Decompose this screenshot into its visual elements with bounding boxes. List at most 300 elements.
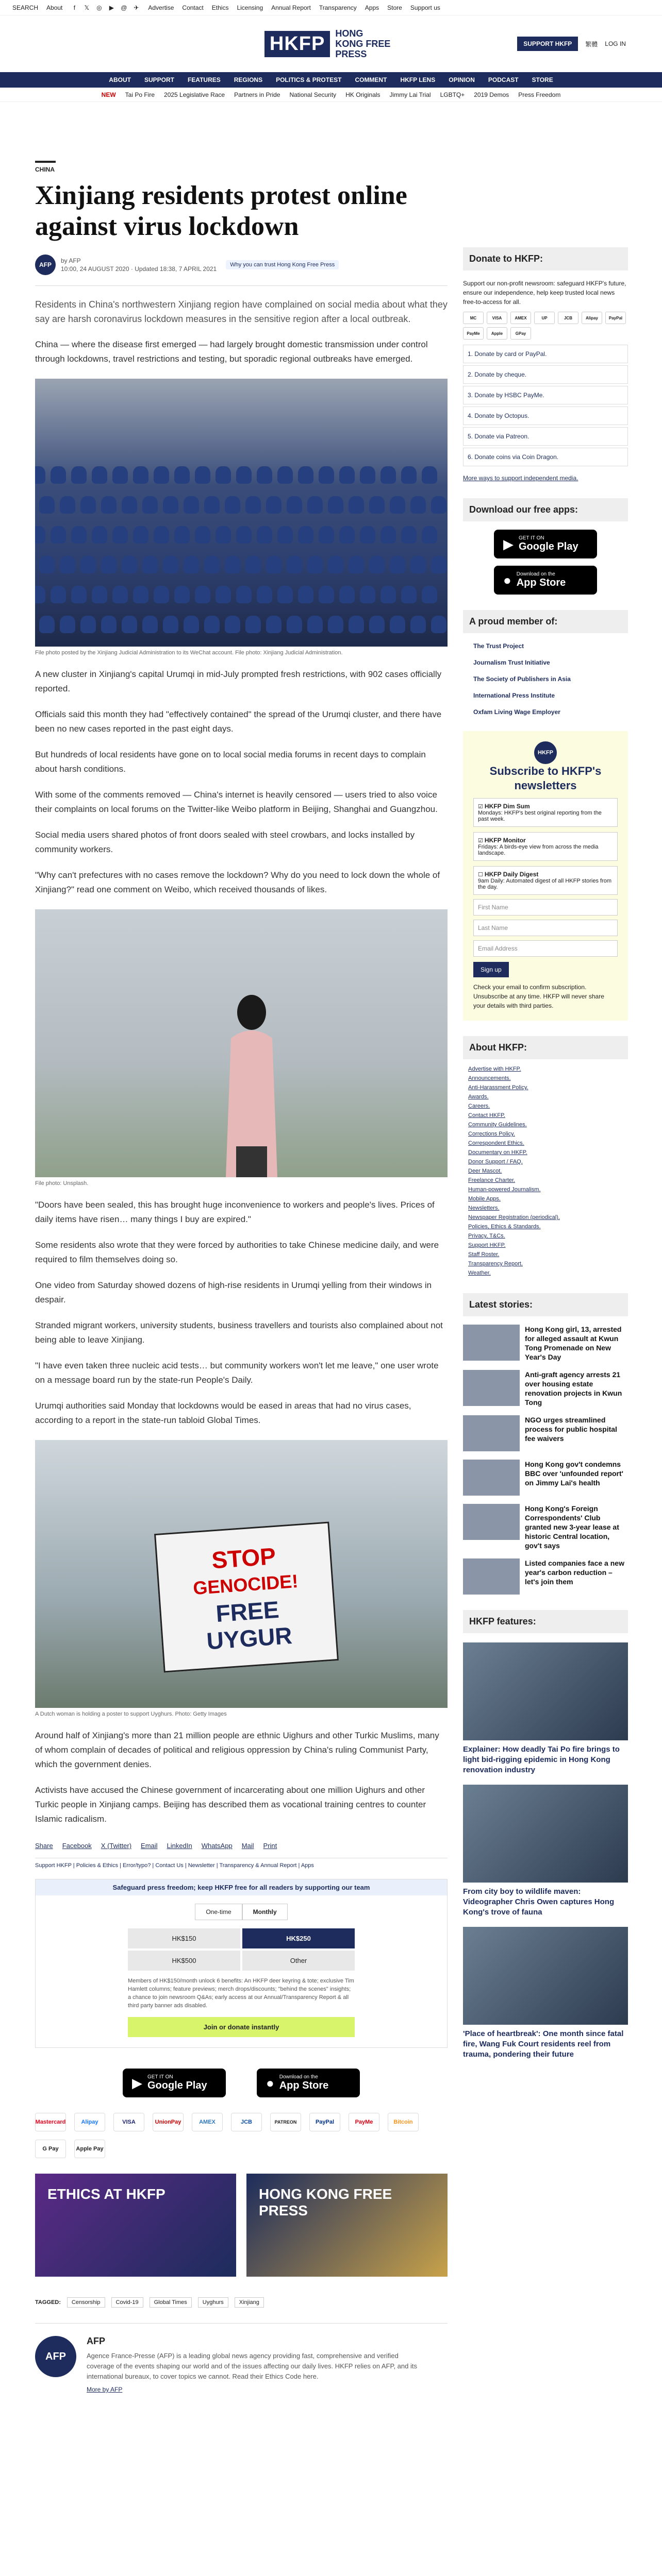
donate-cards — [463, 312, 628, 340]
crowd-figure — [39, 496, 55, 514]
byline-meta — [61, 257, 217, 273]
crowd-figure — [277, 466, 293, 484]
figure-caption: File photo posted by the Xinjiang Judicial Administration to its WeChat account. File photo: Xinjiang Judicial Administration. — [35, 650, 343, 656]
nav-features[interactable]: FEATURES — [187, 76, 221, 83]
crowd-figure — [174, 526, 190, 544]
promo-title: HONG KONG FREE PRESS — [259, 2186, 392, 2218]
tag-list — [35, 2297, 448, 2308]
crowd-figure — [39, 616, 55, 633]
crowd-figure — [154, 466, 169, 484]
crowd-figure — [39, 556, 55, 573]
crowd-figure — [92, 586, 107, 603]
latest-story[interactable] — [463, 1504, 628, 1550]
nav-comment[interactable]: COMMENT — [355, 76, 387, 83]
trending-item[interactable]: Tai Po Fire — [125, 91, 155, 98]
freq-one-time[interactable]: One-time — [195, 1904, 242, 1920]
about-link[interactable]: Newspaper Registration (periodical). — [468, 1214, 560, 1221]
share-whatsapp[interactable]: WhatsApp — [201, 1842, 233, 1850]
signup-button[interactable]: Sign up — [473, 962, 509, 977]
trending-item[interactable]: National Security — [289, 91, 337, 98]
author-avatar[interactable]: AFP — [35, 255, 56, 275]
trust-link[interactable]: Why you can trust Hong Kong Free Press — [226, 260, 339, 269]
freq-monthly[interactable]: Monthly — [242, 1904, 288, 1920]
latest-title: Latest stories: — [463, 1293, 628, 1316]
article-paragraph: But hundreds of local residents have gone on to local social media forums in recent days to complain about harsh conditions. — [35, 750, 426, 774]
crowd-figure — [133, 466, 148, 484]
crowd-figure — [369, 616, 385, 633]
about-link[interactable]: Anti-Harassment Policy. — [468, 1084, 528, 1091]
story-thumbnail[interactable] — [463, 1370, 520, 1406]
article-paragraph: Activists have accused the Chinese government of incarcerating about one million Uighurs and other Turkic people in Xinjiang camps. Beijing has described them as vocational training centres to counter Islamic radicalism. — [35, 1785, 426, 1824]
crowd-figure — [184, 616, 199, 633]
amount-500[interactable]: HK$500 — [128, 1951, 240, 1971]
gp-line1: GET IT ON — [519, 535, 544, 541]
article-paragraph: Officials said this month they had "effectively contained" the spread of the Urumqi cluster, and there have been no new cases reported in the past eight days. — [35, 709, 442, 734]
amount-250[interactable]: HK$250 — [242, 1928, 355, 1948]
about-links — [463, 1064, 628, 1278]
crowd-figure — [380, 466, 396, 484]
about-link[interactable]: Transparency Report. — [468, 1261, 523, 1267]
about-link[interactable]: Community Guidelines. — [468, 1122, 527, 1128]
crowd-figure — [71, 466, 87, 484]
top-links — [148, 4, 440, 11]
trending-item[interactable]: Jimmy Lai Trial — [389, 91, 431, 98]
tag[interactable]: Covid-19 — [111, 2297, 143, 2308]
crowd-figure — [236, 466, 252, 484]
crowd-figure — [184, 556, 199, 573]
donate-option[interactable]: 1. Donate by card or PayPal. — [463, 345, 628, 363]
crowd-figure — [195, 526, 210, 544]
promo-banners — [35, 2174, 448, 2277]
member-logo[interactable]: Oxfam Living Wage Employer — [473, 708, 560, 716]
feature-stories — [463, 1642, 628, 2060]
crowd-figure — [154, 586, 169, 603]
crowd-figure — [92, 466, 107, 484]
more-ways-link[interactable]: More ways to support independent media. — [463, 474, 578, 482]
crowd-figure — [307, 556, 323, 573]
crowd-figure — [390, 496, 405, 514]
story-thumbnail[interactable] — [463, 1558, 520, 1595]
about-link[interactable]: Policies, Ethics & Standards. — [468, 1224, 541, 1230]
card-icon: GPay — [510, 327, 531, 340]
protest-sign — [154, 1521, 339, 1672]
sign-line: UYGUR — [205, 1622, 293, 1655]
latest-story[interactable] — [463, 1370, 628, 1407]
latest-story[interactable] — [463, 1558, 628, 1595]
crowd-figure — [225, 616, 240, 633]
crowd-figure — [390, 616, 405, 633]
top-link-annual-report[interactable]: Annual Report — [271, 4, 311, 11]
top-link-ethics[interactable]: Ethics — [211, 4, 229, 11]
share-linkedin[interactable]: LinkedIn — [167, 1842, 192, 1850]
crowd-figure — [390, 556, 405, 573]
latest-story[interactable] — [463, 1325, 628, 1362]
header-actions — [517, 37, 626, 51]
crowd-figure — [163, 556, 178, 573]
crowd-figure — [266, 556, 282, 573]
crowd-figure — [80, 556, 96, 573]
story-thumbnail[interactable] — [463, 1415, 520, 1451]
about-link[interactable]: Staff Roster. — [468, 1251, 500, 1258]
nav-politics[interactable]: POLITICS & PROTEST — [276, 76, 342, 83]
tag[interactable]: Censorship — [67, 2297, 105, 2308]
crowd-figure — [307, 496, 323, 514]
crowd-figure — [307, 616, 323, 633]
article-paragraph: "Doors have been sealed, this has brought huge inconvenience to workers and people's lives. Prices of daily items have risen… many things I buy are expired." — [35, 1200, 435, 1224]
crowd-figure — [298, 526, 313, 544]
nav-support[interactable]: SUPPORT — [144, 76, 174, 83]
card-icon: AMEX — [510, 312, 531, 324]
join-button[interactable]: Join or donate instantly — [128, 2017, 355, 2037]
donate-option[interactable]: 3. Donate by HSBC PayMe. — [463, 386, 628, 404]
donate-option[interactable]: 6. Donate coins via Coin Dragon. — [463, 448, 628, 466]
nl-desc: Fridays: A birds-eye view from across the media landscape. — [478, 844, 599, 856]
first-name-input[interactable]: First Name — [473, 899, 618, 916]
sidebar — [463, 247, 628, 2060]
trending-item[interactable]: LGBTQ+ — [440, 91, 465, 98]
tag[interactable]: Uyghurs — [198, 2297, 228, 2308]
story-title[interactable]: NGO urges streamlined process for public hospital fee waivers — [525, 1416, 617, 1443]
mastercard-icon: Mastercard — [35, 2113, 66, 2131]
about-link[interactable]: Weather. — [468, 1270, 491, 1276]
feature-story[interactable] — [463, 1642, 628, 1775]
crowd-figure — [360, 466, 375, 484]
member-title: A proud member of: — [463, 610, 628, 633]
crowd-figure — [328, 616, 343, 633]
frequency-toggle — [36, 1904, 447, 1920]
crowd-figure — [80, 496, 96, 514]
crowd-figure — [266, 616, 282, 633]
crowd-figure — [328, 556, 343, 573]
as-line1: Download on the — [279, 2074, 318, 2080]
story-title[interactable]: Hong Kong gov't condemns BBC over 'unfounded report' on Jimmy Lai's health — [525, 1460, 623, 1487]
nav-lens[interactable]: HKFP LENS — [400, 76, 436, 83]
top-link-support[interactable]: Support us — [410, 4, 440, 11]
support-links[interactable]: Support HKFP | Policies & Ethics | Error/typo? | Contact Us | Newsletter | Transparency & Annual Report | Apps — [35, 1858, 448, 1869]
app-store-badge[interactable] — [257, 2069, 360, 2097]
about-link[interactable]: Awards. — [468, 1094, 489, 1100]
article-paragraph: China — where the disease first emerged — had largely brought domestic transmission under control through lockdowns, travel restrictions and testing, but sporadic regional outbreaks have emerged. — [35, 340, 428, 364]
member-benefits: Members of HK$150/month unlock 6 benefits: An HKFP deer keyring & tote; exclusive Tim Hamlett columns; feature previews; merch drops/discounts; "behind the scenes" insights; a chance to join newsroom Q&As; early access at our Annual/Transparency Report & all third party banner ads disabled. — [128, 1978, 354, 2009]
trending-item[interactable]: Press Freedom — [518, 91, 561, 98]
crowd-figure — [422, 466, 437, 484]
newsletter-note: Check your email to confirm subscription. Unsubscribe at any time. HKFP will never share your details with third parties. — [473, 984, 604, 1009]
gp-line2: Google Play — [147, 2080, 207, 2091]
social-icons — [71, 4, 140, 11]
crowd-figure — [174, 466, 190, 484]
article-paragraph: A new cluster in Xinjiang's capital Urumqi in mid-July prompted fresh restrictions, with 902 cases officially reported. — [35, 669, 442, 693]
login-link[interactable]: LOG IN — [605, 40, 626, 47]
nav-podcast[interactable]: PODCAST — [488, 76, 519, 83]
top-link-apps[interactable]: Apps — [365, 4, 379, 11]
author-link[interactable]: by AFP — [61, 257, 81, 264]
crowd-figure — [410, 496, 426, 514]
card-icon: PayPal — [605, 312, 626, 324]
about-link[interactable]: Mobile Apps. — [468, 1196, 501, 1202]
nav-store[interactable]: STORE — [532, 76, 553, 83]
top-link-transparency[interactable]: Transparency — [319, 4, 357, 11]
trending-item[interactable]: Partners in Pride — [234, 91, 280, 98]
top-link-licensing[interactable]: Licensing — [237, 4, 263, 11]
latest-story[interactable] — [463, 1415, 628, 1451]
nav-about[interactable]: ABOUT — [109, 76, 131, 83]
google-play-badge[interactable] — [494, 530, 597, 558]
threads-icon[interactable]: @ — [121, 4, 127, 11]
ethics-promo[interactable] — [35, 2174, 236, 2277]
feature-title[interactable]: Explainer: How deadly Tai Po fire brings to light bid-rigging epidemic in Hong Kong renovation industry — [463, 1745, 620, 1774]
crowd-figure — [112, 526, 128, 544]
newsletter-option[interactable]: ☑ HKFP Dim Sum Mondays: HKFP's best original reporting from the past week. — [473, 798, 618, 827]
newsletter-badge: HKFP — [534, 741, 557, 764]
about-link[interactable]: Support HKFP. — [468, 1242, 506, 1248]
member-logo[interactable]: International Press Institute — [473, 692, 555, 699]
crowd-figure — [122, 556, 137, 573]
donate-option[interactable]: 5. Donate via Patreon. — [463, 427, 628, 446]
donate-heading: Safeguard press freedom; keep HKFP free for all readers by supporting our team — [36, 1879, 447, 1895]
tag[interactable]: Xinjiang — [235, 2297, 264, 2308]
crowd-figure — [71, 586, 87, 603]
app-store-badge[interactable] — [494, 566, 597, 595]
feature-image[interactable] — [463, 1927, 628, 2025]
as-line2: App Store — [279, 2080, 329, 2091]
newsletter-option[interactable]: ☑ HKFP Monitor Fridays: A birds-eye view from across the media landscape. — [473, 832, 618, 861]
card-icon: UP — [534, 312, 555, 324]
woman-headscarf-photo — [35, 909, 448, 1177]
crowd-figure — [349, 616, 364, 633]
donate-option[interactable]: 2. Donate by cheque. — [463, 365, 628, 384]
trending-item[interactable]: 2019 Demos — [474, 91, 509, 98]
share-mail[interactable]: Mail — [241, 1842, 254, 1850]
feature-image[interactable] — [463, 1642, 628, 1740]
site-header — [0, 15, 662, 72]
crowd-figure — [101, 616, 117, 633]
donate-text[interactable]: Support our non-profit newsroom: safeguard HKFP's future, ensure our independence, help keep trusted local news free-to-access for all. — [463, 280, 626, 306]
about-link[interactable]: Documentary on HKFP. — [468, 1149, 527, 1156]
feature-title[interactable]: 'Place of heartbreak': One month since fatal fire, Wang Fuk Court residents reel from trauma, pondering their future — [463, 2029, 624, 2059]
nl-desc: 9am Daily: Automated digest of all HKFP stories from the day. — [478, 878, 612, 890]
top-bar — [0, 0, 662, 15]
xinjiang-photo — [35, 379, 448, 647]
amount-150[interactable]: HK$150 — [128, 1928, 240, 1948]
crowd-figure — [204, 556, 220, 573]
about-link[interactable]: Corrections Policy. — [468, 1131, 515, 1137]
trending-item[interactable]: 2025 Legislative Race — [164, 91, 225, 98]
crowd-figure — [287, 556, 302, 573]
crowd-figure — [142, 616, 158, 633]
story-thumbnail[interactable] — [463, 1325, 520, 1361]
crowd-figure — [154, 526, 169, 544]
story-thumbnail[interactable] — [463, 1460, 520, 1496]
trending-bar — [0, 88, 662, 102]
crowd-figure — [216, 526, 231, 544]
crowd-figure — [431, 616, 446, 633]
top-link-store[interactable]: Store — [387, 4, 402, 11]
crowd-figure — [287, 616, 302, 633]
x-icon[interactable]: 𝕏 — [84, 4, 90, 11]
crowd-figure — [360, 526, 375, 544]
crowd-figure — [101, 556, 117, 573]
apple-icon: ● — [503, 572, 511, 588]
article-paragraph: Urumqi authorities said Monday that lockdowns would be eased in areas that had no virus cases, according to a report in the state-run tabloid Global Times. — [35, 1401, 411, 1425]
about-link[interactable]: Deer Mascot. — [468, 1168, 502, 1174]
member-logo[interactable]: Journalism Trust Initiative — [473, 659, 550, 666]
feature-story[interactable] — [463, 1785, 628, 1918]
about-link[interactable]: Advertise with HKFP. — [468, 1066, 521, 1072]
author-box-avatar[interactable]: AFP — [35, 2336, 76, 2377]
newsletter-option[interactable]: ☐ HKFP Daily Digest 9am Daily: Automated digest of all HKFP stories from the day. — [473, 866, 618, 895]
person-illustration — [221, 992, 283, 1177]
crowd-figure — [112, 466, 128, 484]
crowd-figure — [101, 496, 117, 514]
main-nav — [0, 72, 662, 88]
article-paragraph: Some residents also wrote that they were forced by authorities to take Chinese medicine daily, and were required to film themselves doing so. — [35, 1240, 439, 1264]
article-paragraph: Social media users shared photos of front doors sealed with steel crowbars, and locks installed by community workers. — [35, 830, 415, 854]
crowd-figure — [277, 526, 293, 544]
author-name[interactable]: AFP — [87, 2336, 105, 2346]
card-icon: VISA — [487, 312, 507, 324]
amex-icon: AMEX — [192, 2113, 223, 2131]
about-link[interactable]: Freelance Charter. — [468, 1177, 516, 1183]
trending-item[interactable]: HK Originals — [345, 91, 380, 98]
gp-line2: Google Play — [519, 541, 578, 552]
nav-opinion[interactable]: OPINION — [449, 76, 475, 83]
story-title[interactable]: Anti-graft agency arrests 21 over housing estate renovation projects in Kwun Tong — [525, 1370, 622, 1406]
apple-icon: ● — [266, 2075, 274, 2091]
about-link[interactable]: Announcements. — [468, 1075, 511, 1081]
about-link[interactable]: Careers. — [468, 1103, 490, 1109]
crowd-figure — [225, 556, 240, 573]
crowd-figure — [174, 586, 190, 603]
crowd-figure — [35, 466, 45, 484]
crowd-figure — [349, 496, 364, 514]
amount-options — [128, 1928, 355, 1971]
card-icon: Alipay — [582, 312, 602, 324]
crowd-figure — [204, 496, 220, 514]
crowd-figure — [431, 496, 446, 514]
newsletter-box — [463, 731, 628, 1021]
crowd-figure — [360, 586, 375, 603]
feature-image[interactable] — [463, 1785, 628, 1883]
crowd-figure — [422, 586, 437, 603]
play-icon: ▶ — [132, 2075, 142, 2091]
app-badges — [35, 2069, 448, 2097]
share-print[interactable]: Print — [263, 1842, 277, 1850]
last-name-input[interactable]: Last Name — [473, 920, 618, 936]
about-link[interactable]: Contact HKFP. — [468, 1112, 505, 1118]
member-logo[interactable]: The Trust Project — [473, 642, 524, 650]
payment-methods — [35, 2113, 448, 2158]
crowd-figure — [112, 586, 128, 603]
story-thumbnail[interactable] — [463, 1504, 520, 1540]
feature-story[interactable] — [463, 1927, 628, 2060]
instagram-icon[interactable]: ◎ — [96, 4, 102, 11]
about-link[interactable]: Newsletters. — [468, 1205, 500, 1211]
crowd-figure — [80, 616, 96, 633]
story-title[interactable]: Hong Kong girl, 13, arrested for alleged assault at Kwun Tong Promenade on New Year's Day — [525, 1325, 622, 1361]
email-input[interactable]: Email Address — [473, 940, 618, 957]
crowd-figure — [195, 466, 210, 484]
member-logo[interactable]: The Society of Publishers in Asia — [473, 675, 571, 683]
youtube-icon[interactable]: ▶ — [109, 4, 114, 11]
card-icon: PayMe — [463, 327, 484, 340]
crowd-figure — [204, 616, 220, 633]
crowd-figure — [245, 616, 261, 633]
story-title[interactable]: Hong Kong's Foreign Correspondents' Club granted new 3-year lease at historic Central location, gov't says — [525, 1504, 619, 1550]
crowd-figure — [142, 496, 158, 514]
nl-name: HKFP Daily Digest — [484, 871, 539, 878]
about-menu[interactable]: About — [46, 4, 63, 11]
crowd-figure — [92, 526, 107, 544]
top-link-advertise[interactable]: Advertise — [148, 4, 174, 11]
share-x[interactable]: X (Twitter) — [101, 1842, 132, 1850]
share-label: Share — [35, 1842, 53, 1850]
crowd-figure — [133, 586, 148, 603]
nav-regions[interactable]: REGIONS — [234, 76, 263, 83]
latest-story[interactable] — [463, 1460, 628, 1496]
site-logo[interactable] — [264, 28, 392, 59]
crowd-figure — [184, 496, 199, 514]
article-category[interactable]: CHINA — [35, 161, 56, 173]
hkfp-promo[interactable] — [246, 2174, 448, 2277]
google-play-badge[interactable] — [123, 2069, 226, 2097]
amount-other[interactable]: Other — [242, 1951, 355, 1971]
tags-label: TAGGED: — [35, 2299, 61, 2306]
share-facebook[interactable]: Facebook — [62, 1842, 92, 1850]
protest-photo — [35, 1440, 448, 1708]
tag[interactable]: Global Times — [150, 2297, 192, 2308]
as-line1: Download on the — [516, 571, 555, 577]
crowd-figure — [257, 526, 272, 544]
feature-title[interactable]: From city boy to wildlife maven: Videographer Chris Owen captures Hong Kong's trove of fauna — [463, 1887, 615, 1917]
about-link[interactable]: Human-powered Journalism. — [468, 1187, 541, 1193]
crowd-figure — [339, 526, 355, 544]
search-link[interactable]: SEARCH — [12, 4, 39, 11]
donate-widget — [35, 1879, 448, 2048]
crowd-figure — [225, 496, 240, 514]
donate-option[interactable]: 4. Donate by Octopus. — [463, 406, 628, 425]
author-more-link[interactable]: More by AFP — [87, 2386, 123, 2393]
share-email[interactable]: Email — [141, 1842, 158, 1850]
facebook-icon[interactable]: f — [73, 4, 76, 11]
article — [35, 130, 448, 2393]
applepay-icon: Apple Pay — [74, 2140, 105, 2158]
about-link[interactable]: Donor Support / FAQ. — [468, 1159, 523, 1165]
crowd-figure — [349, 556, 364, 573]
publish-date: 10:00, 24 AUGUST 2020 · Updated 18:38, 7 APRIL 2021 — [61, 265, 217, 273]
crowd-figure — [257, 586, 272, 603]
figure-caption: A Dutch woman is holding a poster to support Uyghurs. Photo: Getty Images — [35, 1711, 227, 1717]
story-title[interactable]: Listed companies face a new year's carbon reduction – let's join them — [525, 1559, 624, 1586]
crowd-figure — [60, 616, 75, 633]
crowd-figure — [257, 466, 272, 484]
nl-name: HKFP Dim Sum — [484, 803, 530, 810]
crowd-figure — [60, 556, 75, 573]
about-link[interactable]: Correspondent Ethics. — [468, 1140, 524, 1146]
telegram-icon[interactable]: ✈ — [134, 4, 139, 11]
support-button[interactable]: SUPPORT HKFP — [517, 37, 578, 51]
crowd-figure — [216, 586, 231, 603]
crowd-figure — [319, 466, 334, 484]
top-link-contact[interactable]: Contact — [182, 4, 204, 11]
language-switch[interactable]: 繁體 — [585, 40, 598, 48]
bitcoin-icon: Bitcoin — [388, 2113, 419, 2131]
author-box — [35, 2323, 448, 2393]
figure-3 — [35, 1440, 448, 1717]
crowd-figure — [51, 586, 66, 603]
crowd-figure — [380, 526, 396, 544]
about-link[interactable]: Privacy, T&Cs. — [468, 1233, 505, 1239]
crowd-figure — [319, 586, 334, 603]
